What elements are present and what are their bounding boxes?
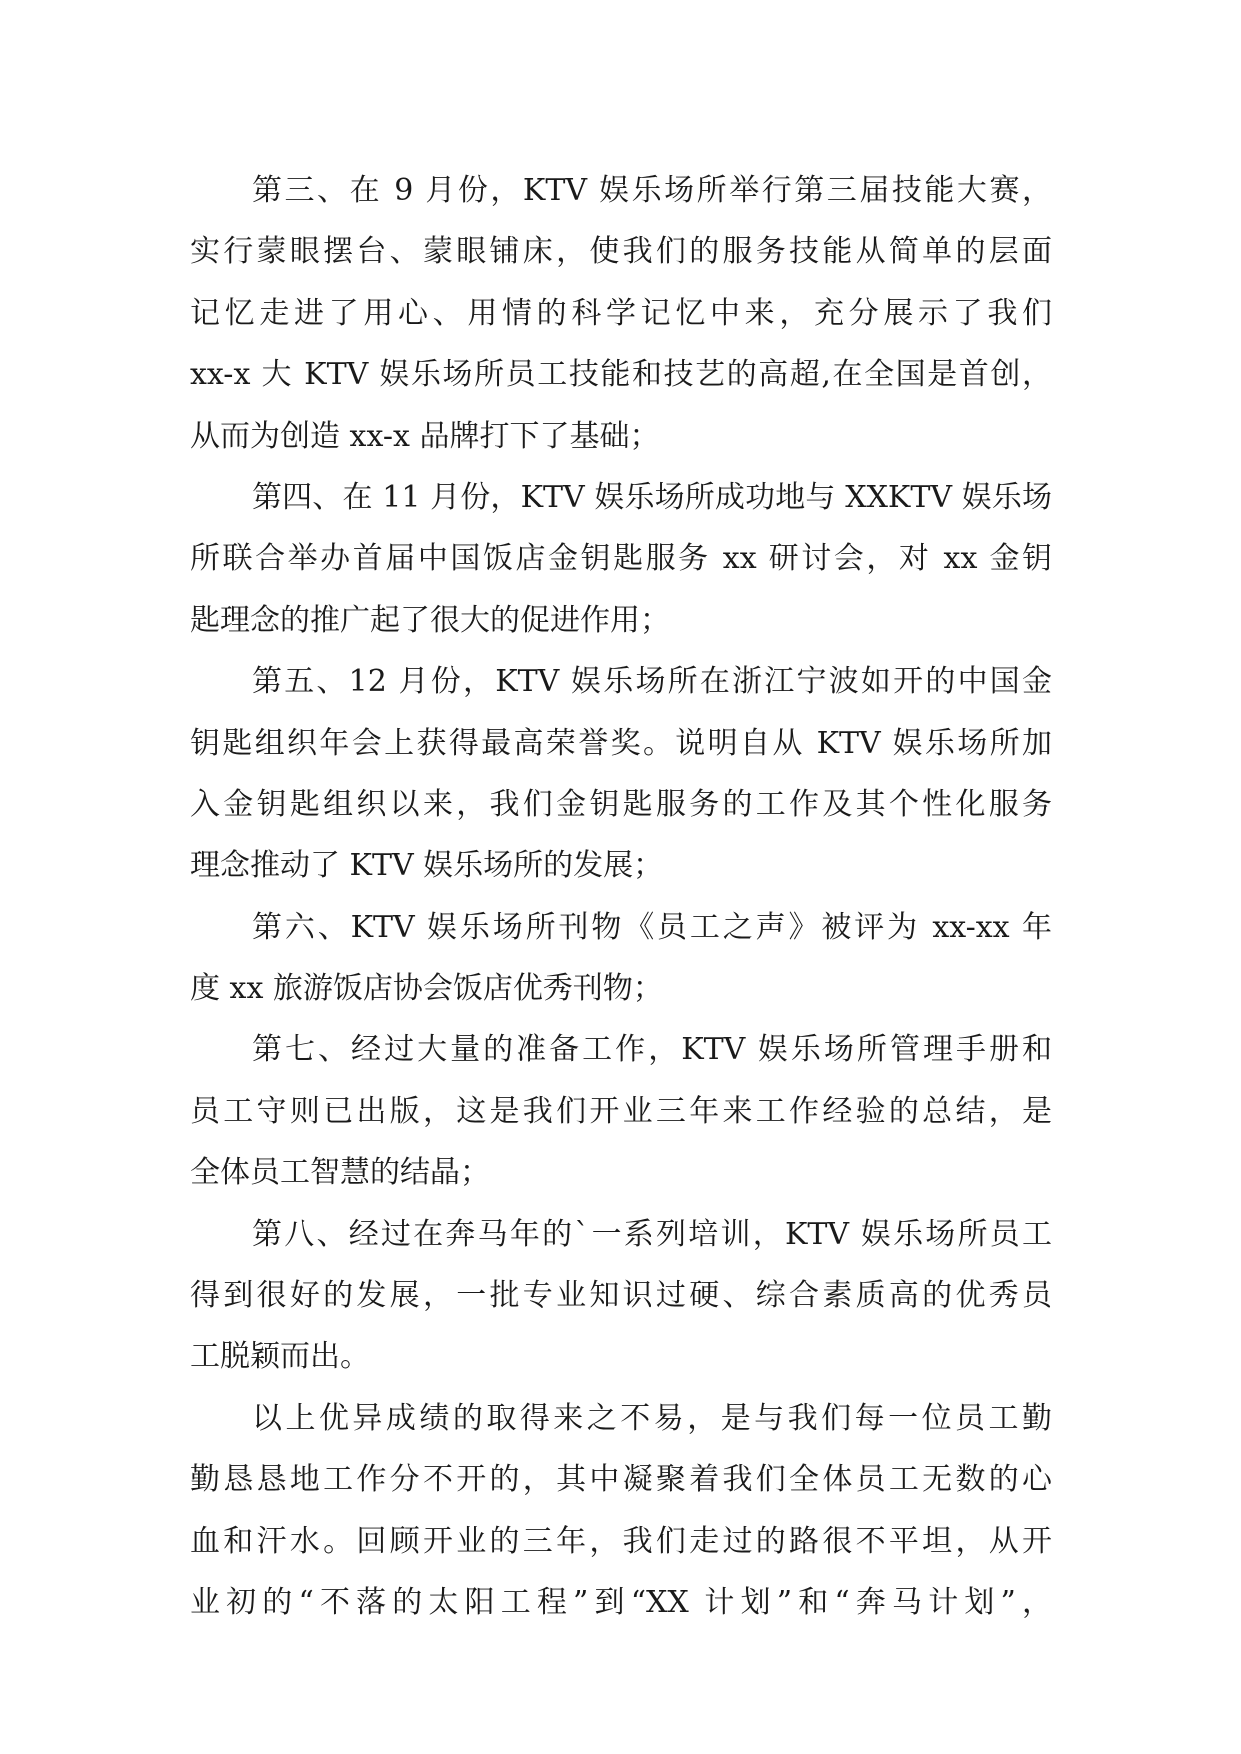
text-line: 钥匙组织年会上获得最高荣誉奖。说明自从 KTV 娱乐场所加 xyxy=(190,725,1052,761)
text-line: 以上优异成绩的取得来之不易，是与我们每一位员工勤 xyxy=(252,1400,1052,1436)
text-line: 得到很好的发展，一批专业知识过硬、综合素质高的优秀员 xyxy=(190,1278,1052,1314)
text-line: 记忆走进了用心、用情的科学记忆中来，充分展示了我们 xyxy=(190,295,1052,331)
text-line: 入金钥匙组织以来，我们金钥匙服务的工作及其个性化服务 xyxy=(190,786,1052,822)
text-line: xx-x 大 KTV 娱乐场所员工技能和技艺的高超,在全国是首创， xyxy=(190,357,1052,393)
text-line: 第八、经过在奔马年的`一系列培训，KTV 娱乐场所员工 xyxy=(252,1216,1052,1252)
paragraph xyxy=(190,1204,1052,1388)
paragraph xyxy=(190,467,1052,651)
text-line: 第三、在 9 月份，KTV 娱乐场所举行第三届技能大赛， xyxy=(252,173,1052,208)
paragraph xyxy=(190,1019,1052,1203)
paragraph xyxy=(190,160,1052,467)
text-line: 理念推动了 KTV 娱乐场所的发展； xyxy=(190,848,664,884)
text-line: 从而为创造 xx-x 品牌打下了基础； xyxy=(190,418,660,454)
text-line: 第四、在 11 月份，KTV 娱乐场所成功地与 XXKTV 娱乐场 xyxy=(252,479,1052,515)
text-line: 度 xx 旅游饭店协会饭店优秀刊物； xyxy=(190,971,663,1007)
paragraph xyxy=(190,1388,1052,1634)
paragraph xyxy=(190,897,1052,1020)
text-line: 所联合举办首届中国饭店金钥匙服务 xx 研讨会，对 xx 金钥 xyxy=(190,541,1052,577)
text-line: 匙理念的推广起了很大的促进作用； xyxy=(190,602,670,638)
text-line: 全体员工智慧的结晶； xyxy=(190,1155,490,1191)
text-line: 第七、经过大量的准备工作，KTV 娱乐场所管理手册和 xyxy=(252,1032,1052,1068)
document-body xyxy=(190,160,1052,1633)
text-line: 勤恳恳地工作分不开的，其中凝聚着我们全体员工无数的心 xyxy=(190,1462,1052,1498)
text-line: 员工守则已出版，这是我们开业三年来工作经验的总结，是 xyxy=(190,1093,1052,1129)
paragraph xyxy=(190,651,1052,897)
text-line: 工脱颖而出。 xyxy=(190,1339,370,1375)
text-line: 业初的“不落的太阳工程”到“XX 计划”和“奔马计划”， xyxy=(190,1584,1052,1620)
text-line: 实行蒙眼摆台、蒙眼铺床，使我们的服务技能从简单的层面 xyxy=(190,234,1052,270)
text-line: 第六、KTV 娱乐场所刊物《员工之声》被评为 xx-xx 年 xyxy=(252,909,1052,945)
text-line: 血和汗水。回顾开业的三年，我们走过的路很不平坦，从开 xyxy=(190,1523,1052,1559)
text-line: 第五、12 月份，KTV 娱乐场所在浙江宁波如开的中国金 xyxy=(252,664,1052,700)
